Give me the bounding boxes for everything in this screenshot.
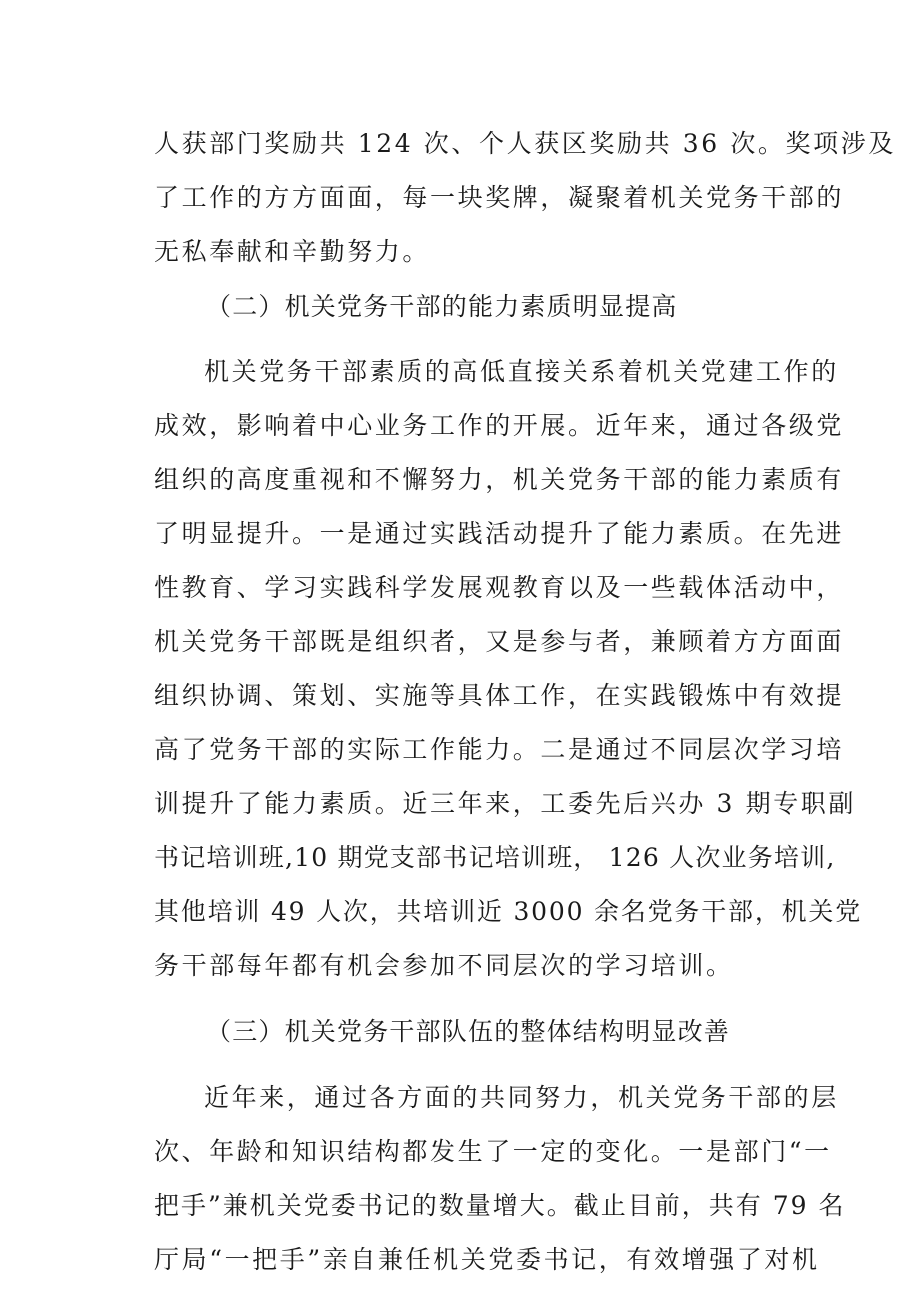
paragraph-line: 厅局“一把手”亲自兼任机关党委书记，有效增强了对机	[154, 1245, 820, 1274]
paragraph-line: 组织的高度重视和不懈努力，机关党务干部的能力素质有	[154, 465, 845, 494]
paragraph-line: 成效，影响着中心业务工作的开展。近年来，通过各级党	[154, 411, 845, 440]
paragraph-line: 把手”兼机关党委书记的数量增大。截止目前，共有 79 名	[154, 1191, 846, 1220]
paragraph-line: 性教育、学习实践科学发展观教育以及一些载体活动中，	[154, 573, 845, 602]
paragraph-line: 机关党务干部既是组织者，又是参与者，兼顾着方方面面	[154, 627, 845, 656]
paragraph-line: 训提升了能力素质。近三年来，工委先后兴办 3 期专职副	[154, 789, 857, 818]
paragraph-line: 了工作的方方面面，每一块奖牌，凝聚着机关党务干部的	[154, 183, 845, 212]
paragraph-line: 机关党务干部素质的高低直接关系着机关党建工作的	[204, 357, 839, 386]
paragraph-line: 其他培训 49 人次，共培训近 3000 余名党务干部，机关党	[154, 897, 863, 926]
paragraph-line: 组织协调、策划、实施等具体工作，在实践锻炼中有效提	[154, 681, 845, 710]
paragraph-line: 了明显提升。一是通过实践活动提升了能力素质。在先进	[154, 519, 845, 548]
section-heading-3: （三）机关党务干部队伍的整体结构明显改善	[206, 1017, 731, 1046]
paragraph-line: 人获部门奖励共 124 次、个人获区奖励共 36 次。奖项涉及	[154, 129, 896, 158]
paragraph-line: 高了党务干部的实际工作能力。二是通过不同层次学习培	[154, 735, 845, 764]
section-heading-2: （二）机关党务干部的能力素质明显提高	[206, 292, 678, 321]
paragraph-line: 次、年龄和知识结构都发生了一定的变化。一是部门“一	[154, 1137, 832, 1166]
paragraph-line: 无私奉献和辛勤努力。	[154, 237, 431, 266]
paragraph-line: 近年来，通过各方面的共同努力，机关党务干部的层	[204, 1083, 839, 1112]
paragraph-line: 务干部每年都有机会参加不同层次的学习培训。	[154, 951, 734, 980]
paragraph-line: 书记培训班,10 期党支部书记培训班， 126 人次业务培训,	[154, 843, 836, 872]
